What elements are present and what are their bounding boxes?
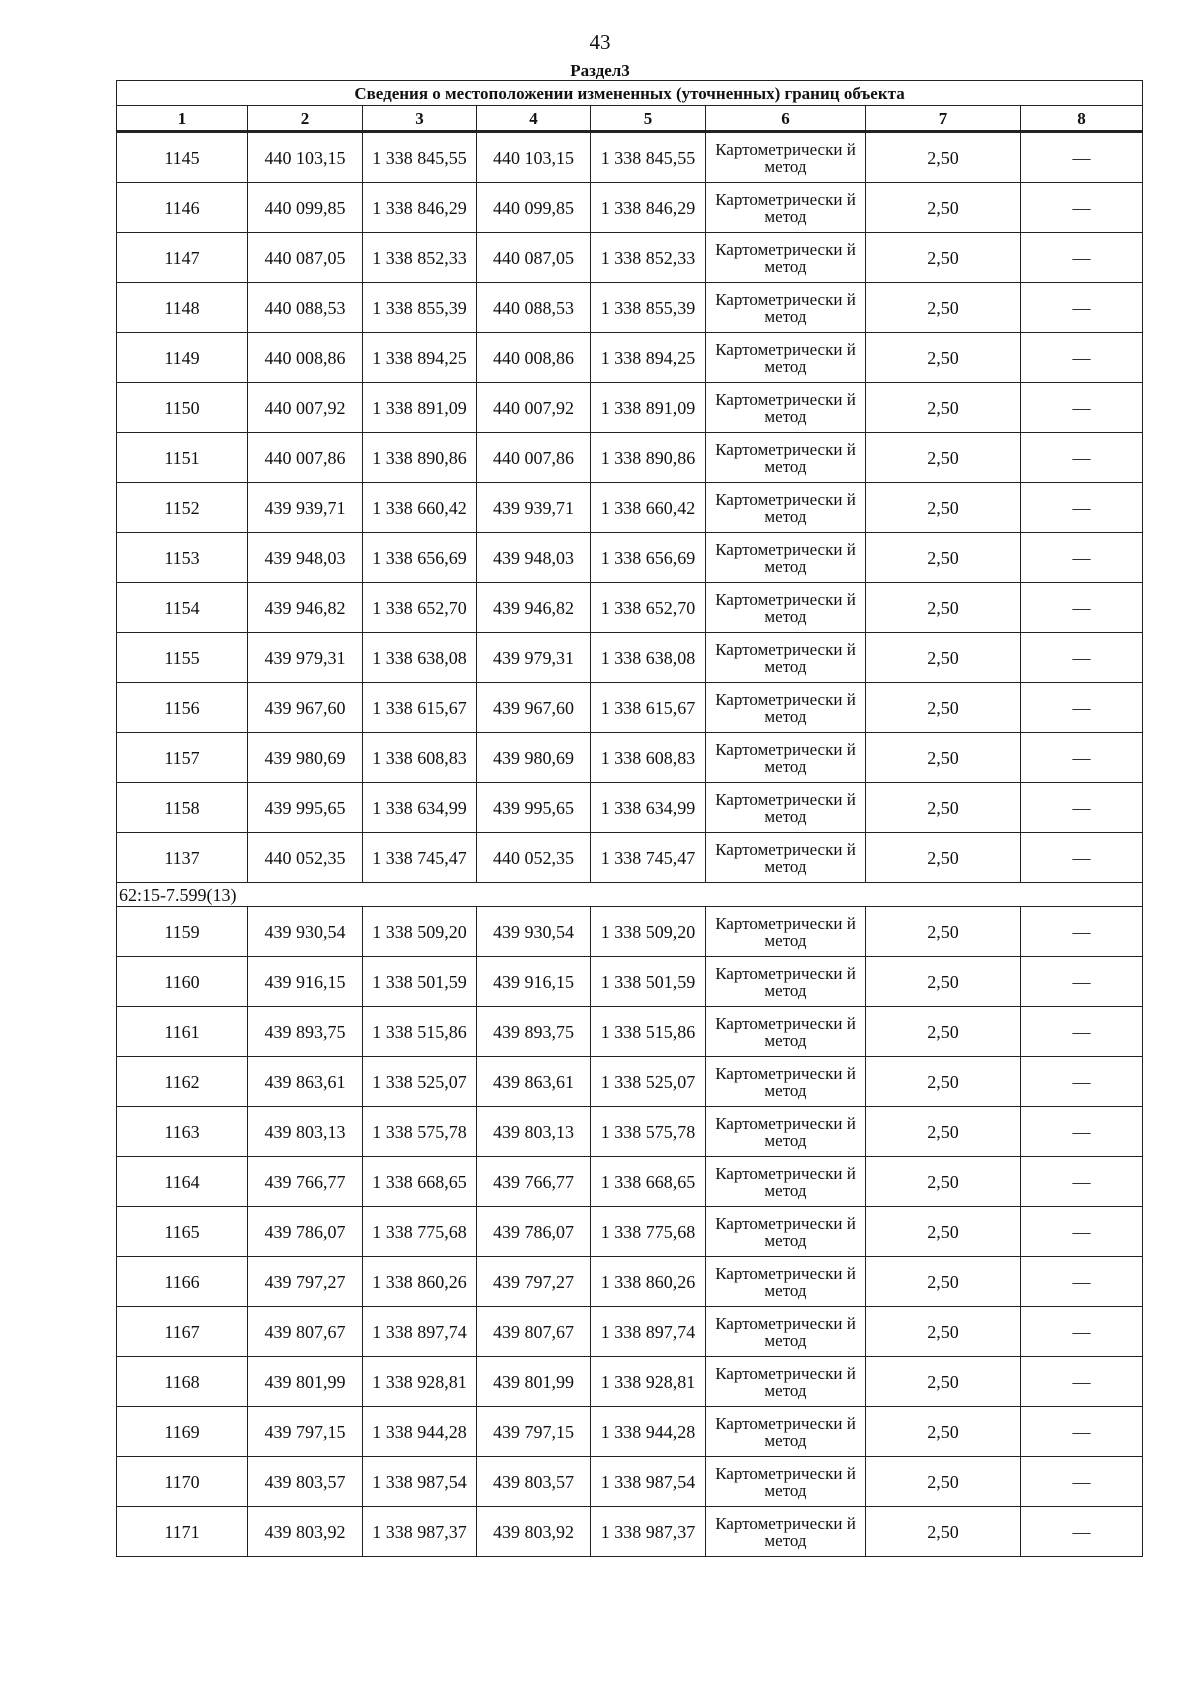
description-cell: —: [1021, 1457, 1143, 1507]
x-existing-cell: 439 916,15: [248, 957, 363, 1007]
table-row: [117, 483, 1143, 533]
accuracy-cell: 2,50: [866, 683, 1021, 733]
description-cell: —: [1021, 733, 1143, 783]
table-row: [117, 533, 1143, 583]
y-existing-cell: 1 338 660,42: [363, 483, 477, 533]
table-row: [117, 1357, 1143, 1407]
accuracy-cell: 2,50: [866, 283, 1021, 333]
y-existing-cell: 1 338 775,68: [363, 1207, 477, 1257]
column-number: 4: [477, 106, 591, 132]
accuracy-cell: 2,50: [866, 483, 1021, 533]
method-cell: Картометрически й метод: [706, 1207, 866, 1257]
table-title-row: [117, 81, 1143, 106]
y-existing-cell: 1 338 501,59: [363, 957, 477, 1007]
point-number-cell: 1163: [117, 1107, 248, 1157]
accuracy-cell: 2,50: [866, 1407, 1021, 1457]
description-cell: —: [1021, 333, 1143, 383]
table-row: [117, 333, 1143, 383]
description-cell: —: [1021, 1357, 1143, 1407]
x-refined-cell: 439 803,57: [477, 1457, 591, 1507]
table-row: [117, 283, 1143, 333]
x-existing-cell: 439 939,71: [248, 483, 363, 533]
x-existing-cell: 439 948,03: [248, 533, 363, 583]
y-refined-cell: 1 338 852,33: [591, 233, 706, 283]
point-number-cell: 1167: [117, 1307, 248, 1357]
x-existing-cell: 439 803,92: [248, 1507, 363, 1557]
method-cell: Картометрически й метод: [706, 433, 866, 483]
point-number-cell: 1158: [117, 783, 248, 833]
table-row: [117, 957, 1143, 1007]
y-refined-cell: 1 338 987,37: [591, 1507, 706, 1557]
x-existing-cell: 439 893,75: [248, 1007, 363, 1057]
x-refined-cell: 439 766,77: [477, 1157, 591, 1207]
x-refined-cell: 440 052,35: [477, 833, 591, 883]
description-cell: —: [1021, 1107, 1143, 1157]
column-number: 2: [248, 106, 363, 132]
description-cell: —: [1021, 183, 1143, 233]
group-label: 62:15-7.599(13): [117, 883, 1143, 907]
y-existing-cell: 1 338 928,81: [363, 1357, 477, 1407]
table-row: [117, 1407, 1143, 1457]
section-title: Раздел3: [570, 61, 630, 80]
column-number: 8: [1021, 106, 1143, 132]
description-cell: —: [1021, 1057, 1143, 1107]
x-refined-cell: 439 930,54: [477, 907, 591, 957]
x-refined-cell: 440 007,92: [477, 383, 591, 433]
description-cell: —: [1021, 233, 1143, 283]
point-number-cell: 1150: [117, 383, 248, 433]
x-refined-cell: 439 786,07: [477, 1207, 591, 1257]
point-number-cell: 1145: [117, 132, 248, 183]
accuracy-cell: 2,50: [866, 583, 1021, 633]
x-existing-cell: 439 807,67: [248, 1307, 363, 1357]
method-cell: Картометрически й метод: [706, 1407, 866, 1457]
method-cell: Картометрически й метод: [706, 833, 866, 883]
y-refined-cell: 1 338 775,68: [591, 1207, 706, 1257]
point-number-cell: 1154: [117, 583, 248, 633]
x-existing-cell: 439 797,15: [248, 1407, 363, 1457]
y-existing-cell: 1 338 944,28: [363, 1407, 477, 1457]
table-row: [117, 1307, 1143, 1357]
method-cell: Картометрически й метод: [706, 633, 866, 683]
x-existing-cell: 439 797,27: [248, 1257, 363, 1307]
accuracy-cell: 2,50: [866, 1457, 1021, 1507]
accuracy-cell: 2,50: [866, 132, 1021, 183]
x-refined-cell: 439 801,99: [477, 1357, 591, 1407]
table-row: [117, 683, 1143, 733]
accuracy-cell: 2,50: [866, 183, 1021, 233]
description-cell: —: [1021, 1507, 1143, 1557]
y-refined-cell: 1 338 860,26: [591, 1257, 706, 1307]
point-number-cell: 1159: [117, 907, 248, 957]
method-cell: Картометрически й метод: [706, 1257, 866, 1307]
x-refined-cell: 440 087,05: [477, 233, 591, 283]
description-cell: —: [1021, 283, 1143, 333]
x-existing-cell: 439 786,07: [248, 1207, 363, 1257]
point-number-cell: 1151: [117, 433, 248, 483]
table-row: [117, 1457, 1143, 1507]
x-refined-cell: 439 946,82: [477, 583, 591, 633]
description-cell: —: [1021, 533, 1143, 583]
x-existing-cell: 440 007,86: [248, 433, 363, 483]
accuracy-cell: 2,50: [866, 333, 1021, 383]
x-existing-cell: 440 099,85: [248, 183, 363, 233]
y-existing-cell: 1 338 638,08: [363, 633, 477, 683]
y-refined-cell: 1 338 894,25: [591, 333, 706, 383]
table-row: [117, 1157, 1143, 1207]
page-number: 43: [589, 30, 611, 54]
y-existing-cell: 1 338 894,25: [363, 333, 477, 383]
y-existing-cell: 1 338 987,37: [363, 1507, 477, 1557]
y-existing-cell: 1 338 891,09: [363, 383, 477, 433]
method-cell: Картометрически й метод: [706, 1107, 866, 1157]
table-row: [117, 1007, 1143, 1057]
description-cell: —: [1021, 783, 1143, 833]
accuracy-cell: 2,50: [866, 783, 1021, 833]
point-number-cell: 1161: [117, 1007, 248, 1057]
accuracy-cell: 2,50: [866, 1507, 1021, 1557]
method-cell: Картометрически й метод: [706, 683, 866, 733]
method-cell: Картометрически й метод: [706, 533, 866, 583]
y-refined-cell: 1 338 652,70: [591, 583, 706, 633]
table-row: [117, 733, 1143, 783]
x-existing-cell: 439 980,69: [248, 733, 363, 783]
method-cell: Картометрически й метод: [706, 957, 866, 1007]
y-refined-cell: 1 338 515,86: [591, 1007, 706, 1057]
column-number: 7: [866, 106, 1021, 132]
y-refined-cell: 1 338 656,69: [591, 533, 706, 583]
y-refined-cell: 1 338 638,08: [591, 633, 706, 683]
column-number: 5: [591, 106, 706, 132]
point-number-cell: 1152: [117, 483, 248, 533]
accuracy-cell: 2,50: [866, 383, 1021, 433]
y-existing-cell: 1 338 987,54: [363, 1457, 477, 1507]
accuracy-cell: 2,50: [866, 1357, 1021, 1407]
x-refined-cell: 439 893,75: [477, 1007, 591, 1057]
column-number-row: [117, 106, 1143, 132]
x-refined-cell: 439 797,27: [477, 1257, 591, 1307]
accuracy-cell: 2,50: [866, 1157, 1021, 1207]
description-cell: —: [1021, 383, 1143, 433]
x-existing-cell: 439 801,99: [248, 1357, 363, 1407]
description-cell: —: [1021, 583, 1143, 633]
table-row: [117, 183, 1143, 233]
table-row: [117, 583, 1143, 633]
table-row: [117, 1207, 1143, 1257]
x-refined-cell: 439 797,15: [477, 1407, 591, 1457]
y-existing-cell: 1 338 855,39: [363, 283, 477, 333]
table-body: [117, 81, 1143, 1557]
y-refined-cell: 1 338 660,42: [591, 483, 706, 533]
point-number-cell: 1137: [117, 833, 248, 883]
y-refined-cell: 1 338 987,54: [591, 1457, 706, 1507]
x-existing-cell: 440 103,15: [248, 132, 363, 183]
point-number-cell: 1149: [117, 333, 248, 383]
y-refined-cell: 1 338 897,74: [591, 1307, 706, 1357]
y-existing-cell: 1 338 656,69: [363, 533, 477, 583]
table-row: [117, 783, 1143, 833]
method-cell: Картометрически й метод: [706, 733, 866, 783]
description-cell: —: [1021, 833, 1143, 883]
y-existing-cell: 1 338 860,26: [363, 1257, 477, 1307]
accuracy-cell: 2,50: [866, 1257, 1021, 1307]
description-cell: —: [1021, 957, 1143, 1007]
column-number: 6: [706, 106, 866, 132]
x-existing-cell: 440 008,86: [248, 333, 363, 383]
x-existing-cell: 439 766,77: [248, 1157, 363, 1207]
method-cell: Картометрически й метод: [706, 1157, 866, 1207]
x-refined-cell: 440 099,85: [477, 183, 591, 233]
y-existing-cell: 1 338 608,83: [363, 733, 477, 783]
y-refined-cell: 1 338 928,81: [591, 1357, 706, 1407]
y-existing-cell: 1 338 509,20: [363, 907, 477, 957]
x-refined-cell: 439 995,65: [477, 783, 591, 833]
x-refined-cell: 439 803,13: [477, 1107, 591, 1157]
y-existing-cell: 1 338 525,07: [363, 1057, 477, 1107]
method-cell: Картометрически й метод: [706, 1307, 866, 1357]
method-cell: Картометрически й метод: [706, 1357, 866, 1407]
y-refined-cell: 1 338 855,39: [591, 283, 706, 333]
x-refined-cell: 439 807,67: [477, 1307, 591, 1357]
boundary-coordinates-table: [116, 80, 1143, 1557]
column-number: 3: [363, 106, 477, 132]
method-cell: Картометрически й метод: [706, 233, 866, 283]
y-existing-cell: 1 338 515,86: [363, 1007, 477, 1057]
y-existing-cell: 1 338 852,33: [363, 233, 477, 283]
accuracy-cell: 2,50: [866, 633, 1021, 683]
y-refined-cell: 1 338 944,28: [591, 1407, 706, 1457]
x-refined-cell: 439 803,92: [477, 1507, 591, 1557]
method-cell: Картометрически й метод: [706, 583, 866, 633]
method-cell: Картометрически й метод: [706, 1507, 866, 1557]
x-existing-cell: 439 803,13: [248, 1107, 363, 1157]
table-row: [117, 1057, 1143, 1107]
point-number-cell: 1169: [117, 1407, 248, 1457]
table-row: [117, 383, 1143, 433]
method-cell: Картометрически й метод: [706, 1457, 866, 1507]
y-refined-cell: 1 338 509,20: [591, 907, 706, 957]
x-existing-cell: 440 088,53: [248, 283, 363, 333]
x-existing-cell: 439 979,31: [248, 633, 363, 683]
y-refined-cell: 1 338 891,09: [591, 383, 706, 433]
table-row: [117, 433, 1143, 483]
description-cell: —: [1021, 907, 1143, 957]
method-cell: Картометрически й метод: [706, 333, 866, 383]
method-cell: Картометрически й метод: [706, 183, 866, 233]
x-refined-cell: 439 967,60: [477, 683, 591, 733]
point-number-cell: 1156: [117, 683, 248, 733]
description-cell: —: [1021, 132, 1143, 183]
point-number-cell: 1155: [117, 633, 248, 683]
table-row: [117, 833, 1143, 883]
accuracy-cell: 2,50: [866, 733, 1021, 783]
x-existing-cell: 440 087,05: [248, 233, 363, 283]
x-existing-cell: 439 930,54: [248, 907, 363, 957]
group-row: [117, 883, 1143, 907]
y-refined-cell: 1 338 845,55: [591, 132, 706, 183]
x-existing-cell: 439 967,60: [248, 683, 363, 733]
point-number-cell: 1168: [117, 1357, 248, 1407]
description-cell: —: [1021, 633, 1143, 683]
point-number-cell: 1166: [117, 1257, 248, 1307]
table-title: Сведения о местоположении измененных (уточненных) границ объекта: [117, 81, 1143, 106]
accuracy-cell: 2,50: [866, 1207, 1021, 1257]
y-refined-cell: 1 338 846,29: [591, 183, 706, 233]
y-existing-cell: 1 338 745,47: [363, 833, 477, 883]
description-cell: —: [1021, 1007, 1143, 1057]
y-refined-cell: 1 338 890,86: [591, 433, 706, 483]
accuracy-cell: 2,50: [866, 1307, 1021, 1357]
x-refined-cell: 439 939,71: [477, 483, 591, 533]
y-existing-cell: 1 338 615,67: [363, 683, 477, 733]
accuracy-cell: 2,50: [866, 1057, 1021, 1107]
method-cell: Картометрически й метод: [706, 1007, 866, 1057]
table-row: [117, 633, 1143, 683]
method-cell: Картометрически й метод: [706, 907, 866, 957]
method-cell: Картометрически й метод: [706, 283, 866, 333]
x-existing-cell: 439 863,61: [248, 1057, 363, 1107]
description-cell: —: [1021, 1157, 1143, 1207]
accuracy-cell: 2,50: [866, 833, 1021, 883]
method-cell: Картометрически й метод: [706, 132, 866, 183]
method-cell: Картометрически й метод: [706, 783, 866, 833]
point-number-cell: 1164: [117, 1157, 248, 1207]
y-refined-cell: 1 338 745,47: [591, 833, 706, 883]
accuracy-cell: 2,50: [866, 433, 1021, 483]
y-refined-cell: 1 338 501,59: [591, 957, 706, 1007]
description-cell: —: [1021, 683, 1143, 733]
description-cell: —: [1021, 433, 1143, 483]
y-refined-cell: 1 338 575,78: [591, 1107, 706, 1157]
point-number-cell: 1157: [117, 733, 248, 783]
y-refined-cell: 1 338 634,99: [591, 783, 706, 833]
description-cell: —: [1021, 1257, 1143, 1307]
point-number-cell: 1170: [117, 1457, 248, 1507]
point-number-cell: 1147: [117, 233, 248, 283]
y-existing-cell: 1 338 897,74: [363, 1307, 477, 1357]
x-refined-cell: 439 948,03: [477, 533, 591, 583]
accuracy-cell: 2,50: [866, 533, 1021, 583]
point-number-cell: 1165: [117, 1207, 248, 1257]
accuracy-cell: 2,50: [866, 907, 1021, 957]
accuracy-cell: 2,50: [866, 1107, 1021, 1157]
description-cell: —: [1021, 483, 1143, 533]
point-number-cell: 1146: [117, 183, 248, 233]
y-refined-cell: 1 338 668,65: [591, 1157, 706, 1207]
table-row: [117, 1507, 1143, 1557]
description-cell: —: [1021, 1207, 1143, 1257]
x-refined-cell: 439 980,69: [477, 733, 591, 783]
accuracy-cell: 2,50: [866, 1007, 1021, 1057]
point-number-cell: 1162: [117, 1057, 248, 1107]
accuracy-cell: 2,50: [866, 233, 1021, 283]
point-number-cell: 1171: [117, 1507, 248, 1557]
y-refined-cell: 1 338 608,83: [591, 733, 706, 783]
y-existing-cell: 1 338 890,86: [363, 433, 477, 483]
y-existing-cell: 1 338 575,78: [363, 1107, 477, 1157]
x-refined-cell: 440 088,53: [477, 283, 591, 333]
x-refined-cell: 440 103,15: [477, 132, 591, 183]
description-cell: —: [1021, 1407, 1143, 1457]
y-existing-cell: 1 338 652,70: [363, 583, 477, 633]
description-cell: —: [1021, 1307, 1143, 1357]
method-cell: Картометрически й метод: [706, 483, 866, 533]
table-row: [117, 907, 1143, 957]
accuracy-cell: 2,50: [866, 957, 1021, 1007]
x-existing-cell: 439 995,65: [248, 783, 363, 833]
point-number-cell: 1153: [117, 533, 248, 583]
method-cell: Картометрически й метод: [706, 383, 866, 433]
method-cell: Картометрически й метод: [706, 1057, 866, 1107]
y-existing-cell: 1 338 668,65: [363, 1157, 477, 1207]
table-row: [117, 132, 1143, 183]
x-existing-cell: 439 803,57: [248, 1457, 363, 1507]
y-refined-cell: 1 338 615,67: [591, 683, 706, 733]
y-refined-cell: 1 338 525,07: [591, 1057, 706, 1107]
x-existing-cell: 440 007,92: [248, 383, 363, 433]
column-number: 1: [117, 106, 248, 132]
y-existing-cell: 1 338 634,99: [363, 783, 477, 833]
point-number-cell: 1148: [117, 283, 248, 333]
table-row: [117, 1257, 1143, 1307]
x-refined-cell: 440 008,86: [477, 333, 591, 383]
x-refined-cell: 439 916,15: [477, 957, 591, 1007]
y-existing-cell: 1 338 845,55: [363, 132, 477, 183]
x-refined-cell: 439 979,31: [477, 633, 591, 683]
y-existing-cell: 1 338 846,29: [363, 183, 477, 233]
x-refined-cell: 439 863,61: [477, 1057, 591, 1107]
table-row: [117, 1107, 1143, 1157]
table-row: [117, 233, 1143, 283]
x-existing-cell: 440 052,35: [248, 833, 363, 883]
x-refined-cell: 440 007,86: [477, 433, 591, 483]
point-number-cell: 1160: [117, 957, 248, 1007]
x-existing-cell: 439 946,82: [248, 583, 363, 633]
